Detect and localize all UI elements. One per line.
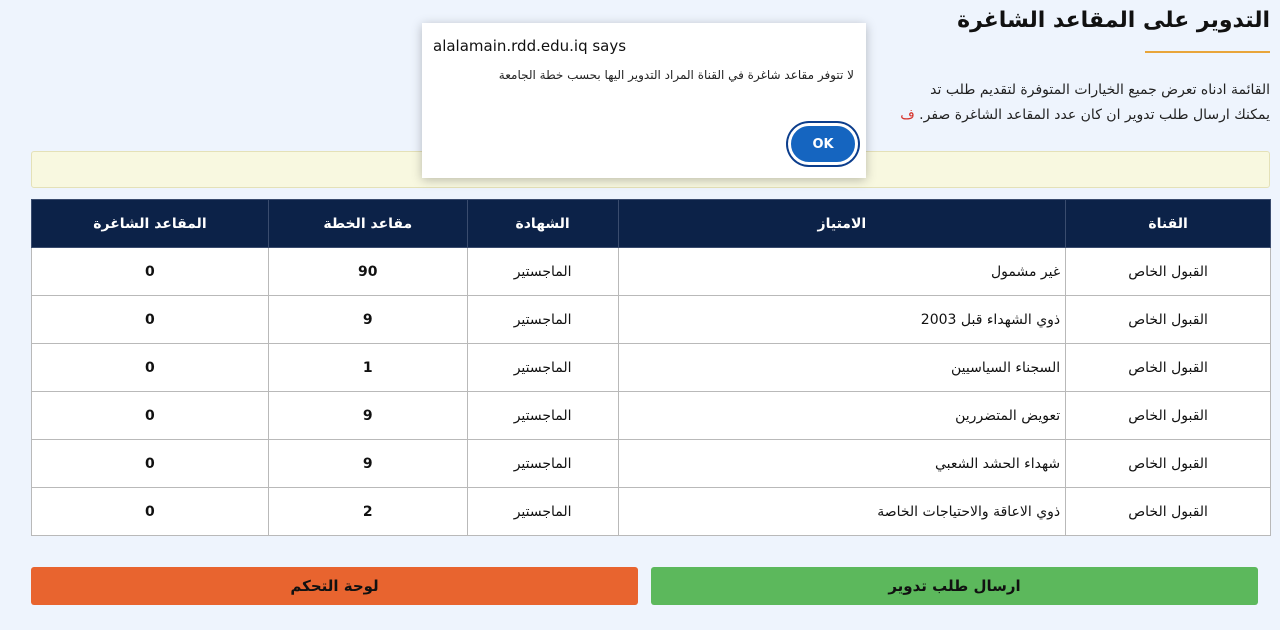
cell-channel: القبول الخاص [1066, 344, 1271, 392]
table-row[interactable] [32, 248, 1271, 296]
table-row[interactable] [32, 296, 1271, 344]
cell-channel: القبول الخاص [1066, 488, 1271, 536]
cell-degree: الماجستير [467, 248, 618, 296]
cell-privilege: شهداء الحشد الشعبي [618, 440, 1066, 488]
cell-degree: الماجستير [467, 344, 618, 392]
cell-plan-seats: 2 [268, 488, 467, 536]
cell-vacant-seats: 0 [32, 248, 269, 296]
table-header-row [32, 200, 1271, 248]
dialog-origin: alalamain.rdd.edu.iq says [433, 37, 627, 55]
page-title: التدوير على المقاعد الشاغرة [957, 8, 1270, 33]
dashboard-button[interactable]: لوحة التحكم [31, 567, 638, 605]
table-row[interactable] [32, 488, 1271, 536]
header-vacant-seats: المقاعد الشاغرة [32, 200, 269, 248]
cell-degree: الماجستير [467, 488, 618, 536]
cell-plan-seats: 1 [268, 344, 467, 392]
table-row[interactable] [32, 344, 1271, 392]
cell-channel: القبول الخاص [1066, 296, 1271, 344]
cell-privilege: ذوي الاعاقة والاحتياجات الخاصة [618, 488, 1066, 536]
cell-channel: القبول الخاص [1066, 392, 1271, 440]
cell-vacant-seats: 0 [32, 296, 269, 344]
table-row[interactable] [32, 440, 1271, 488]
cell-plan-seats: 9 [268, 440, 467, 488]
table-row[interactable] [32, 392, 1271, 440]
cell-vacant-seats: 0 [32, 392, 269, 440]
cell-vacant-seats: 0 [32, 488, 269, 536]
cell-channel: القبول الخاص [1066, 440, 1271, 488]
intro-line-1-right: القائمة ادناه تعرض جميع الخيارات المتوفرة لتقديم طلب تد [930, 82, 1270, 98]
cell-privilege: غير مشمول [618, 248, 1066, 296]
cell-privilege: ذوي الشهداء قبل 2003 [618, 296, 1066, 344]
cell-channel: القبول الخاص [1066, 248, 1271, 296]
cell-degree: الماجستير [467, 440, 618, 488]
dialog-ok-button[interactable]: OK [788, 123, 858, 165]
intro-line-2-red: ف [900, 107, 915, 123]
header-degree: الشهادة [467, 200, 618, 248]
cell-degree: الماجستير [467, 392, 618, 440]
cell-plan-seats: 90 [268, 248, 467, 296]
cell-vacant-seats: 0 [32, 440, 269, 488]
intro-line-2-text: يمكنك ارسال طلب تدوير ان كان عدد المقاعد الشاغرة صفر. [919, 107, 1270, 123]
alert-dialog [422, 23, 866, 178]
cell-plan-seats: 9 [268, 392, 467, 440]
header-plan-seats: مقاعد الخطة [268, 200, 467, 248]
cell-privilege: تعويض المتضررين [618, 392, 1066, 440]
cell-degree: الماجستير [467, 296, 618, 344]
cell-plan-seats: 9 [268, 296, 467, 344]
cell-privilege: السجناء السياسيين [618, 344, 1066, 392]
dialog-message: لا تتوفر مقاعد شاغرة في القناة المراد التدوير اليها بحسب خطة الجامعة [498, 68, 854, 82]
title-underline [1145, 51, 1270, 53]
header-channel: القناة [1066, 200, 1271, 248]
cell-vacant-seats: 0 [32, 344, 269, 392]
header-privilege: الامتياز [618, 200, 1066, 248]
seats-table [31, 199, 1271, 536]
submit-rotation-request-button[interactable]: ارسال طلب تدوير [651, 567, 1258, 605]
